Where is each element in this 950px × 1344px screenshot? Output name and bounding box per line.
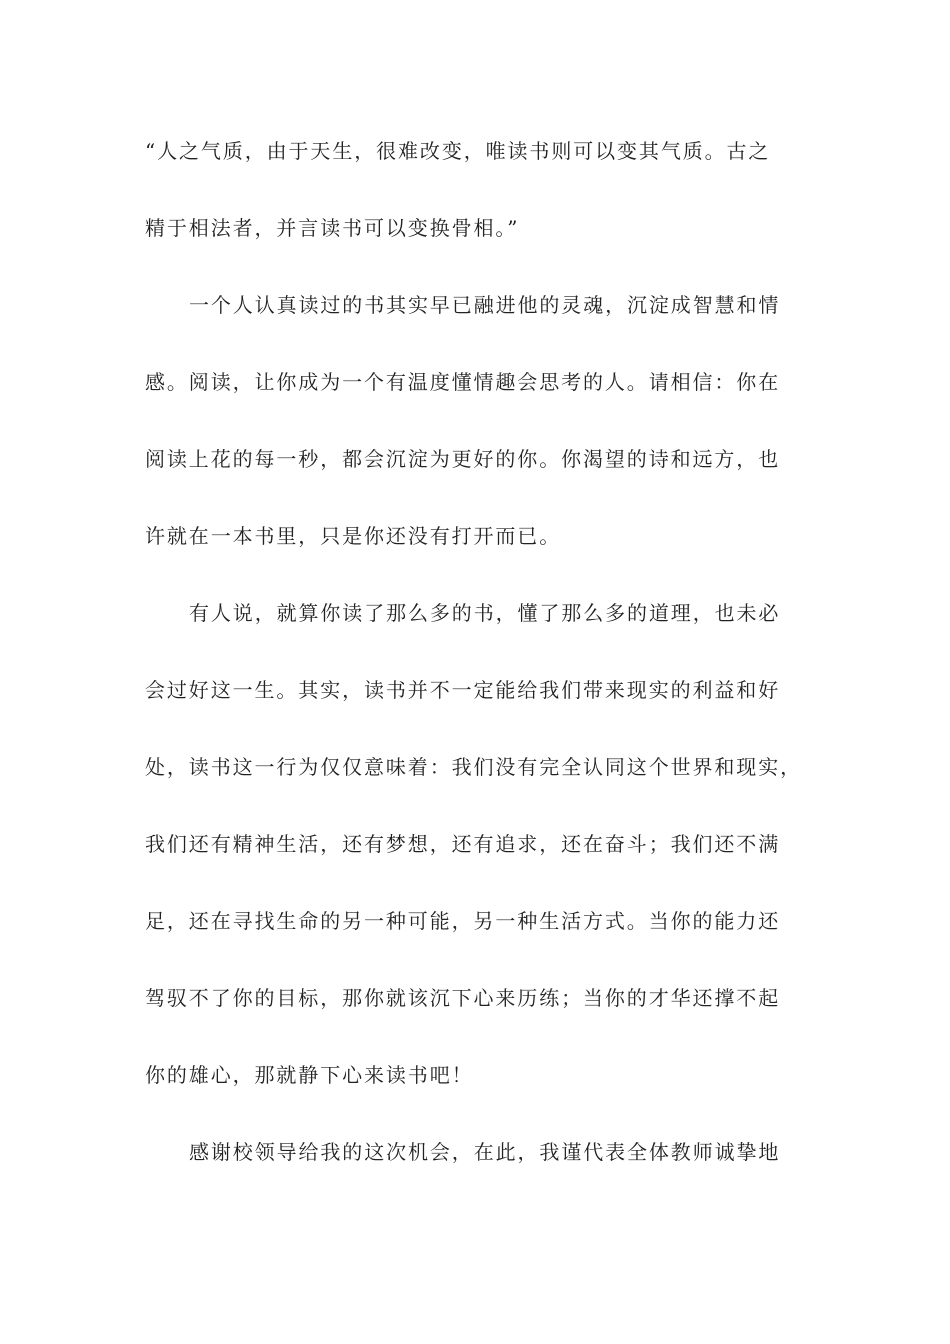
text-line: 精于相法者，并言读书可以变换骨相。” [145, 216, 520, 240]
text-line: 处，读书这一行为仅仅意味着：我们没有完全认同这个世界和现实， [145, 755, 802, 779]
text-line: 足，还在寻找生命的另一种可能，另一种生活方式。当你的能力还 [145, 909, 781, 933]
text-line: 驾驭不了你的目标，那你就该沉下心来历练；当你的才华还撑不起 [145, 986, 781, 1010]
text-line: 有人说，就算你读了那么多的书，懂了那么多的道理，也未必 [189, 601, 781, 625]
paragraph [145, 282, 805, 590]
text-line: 我们还有精神生活，还有梦想，还有追求，还在奋斗；我们还不满 [145, 832, 781, 856]
text-line: 许就在一本书里，只是你还没有打开而已。 [145, 524, 562, 548]
text-line: 一个人认真读过的书其实早已融进他的灵魂，沉淀成智慧和情 [189, 293, 781, 317]
paragraph [145, 590, 805, 1129]
text-line: 感谢校领导给我的这次机会，在此，我谨代表全体教师诚挚地 [189, 1140, 781, 1164]
text-line: 会过好这一生。其实，读书并不一定能给我们带来现实的利益和好 [145, 678, 781, 702]
paragraph [145, 1129, 805, 1206]
text-line: 你的雄心，那就静下心来读书吧！ [145, 1063, 474, 1087]
text-line: 感。阅读，让你成为一个有温度懂情趣会思考的人。请相信：你在 [145, 370, 781, 394]
text-line: “人之气质，由于天生，很难改变，唯读书则可以变其气质。古之 [145, 139, 771, 163]
text-line: 阅读上花的每一秒，都会沉淀为更好的你。你渴望的诗和远方，也 [145, 447, 781, 471]
document-body [145, 128, 805, 1206]
paragraph [145, 128, 805, 282]
